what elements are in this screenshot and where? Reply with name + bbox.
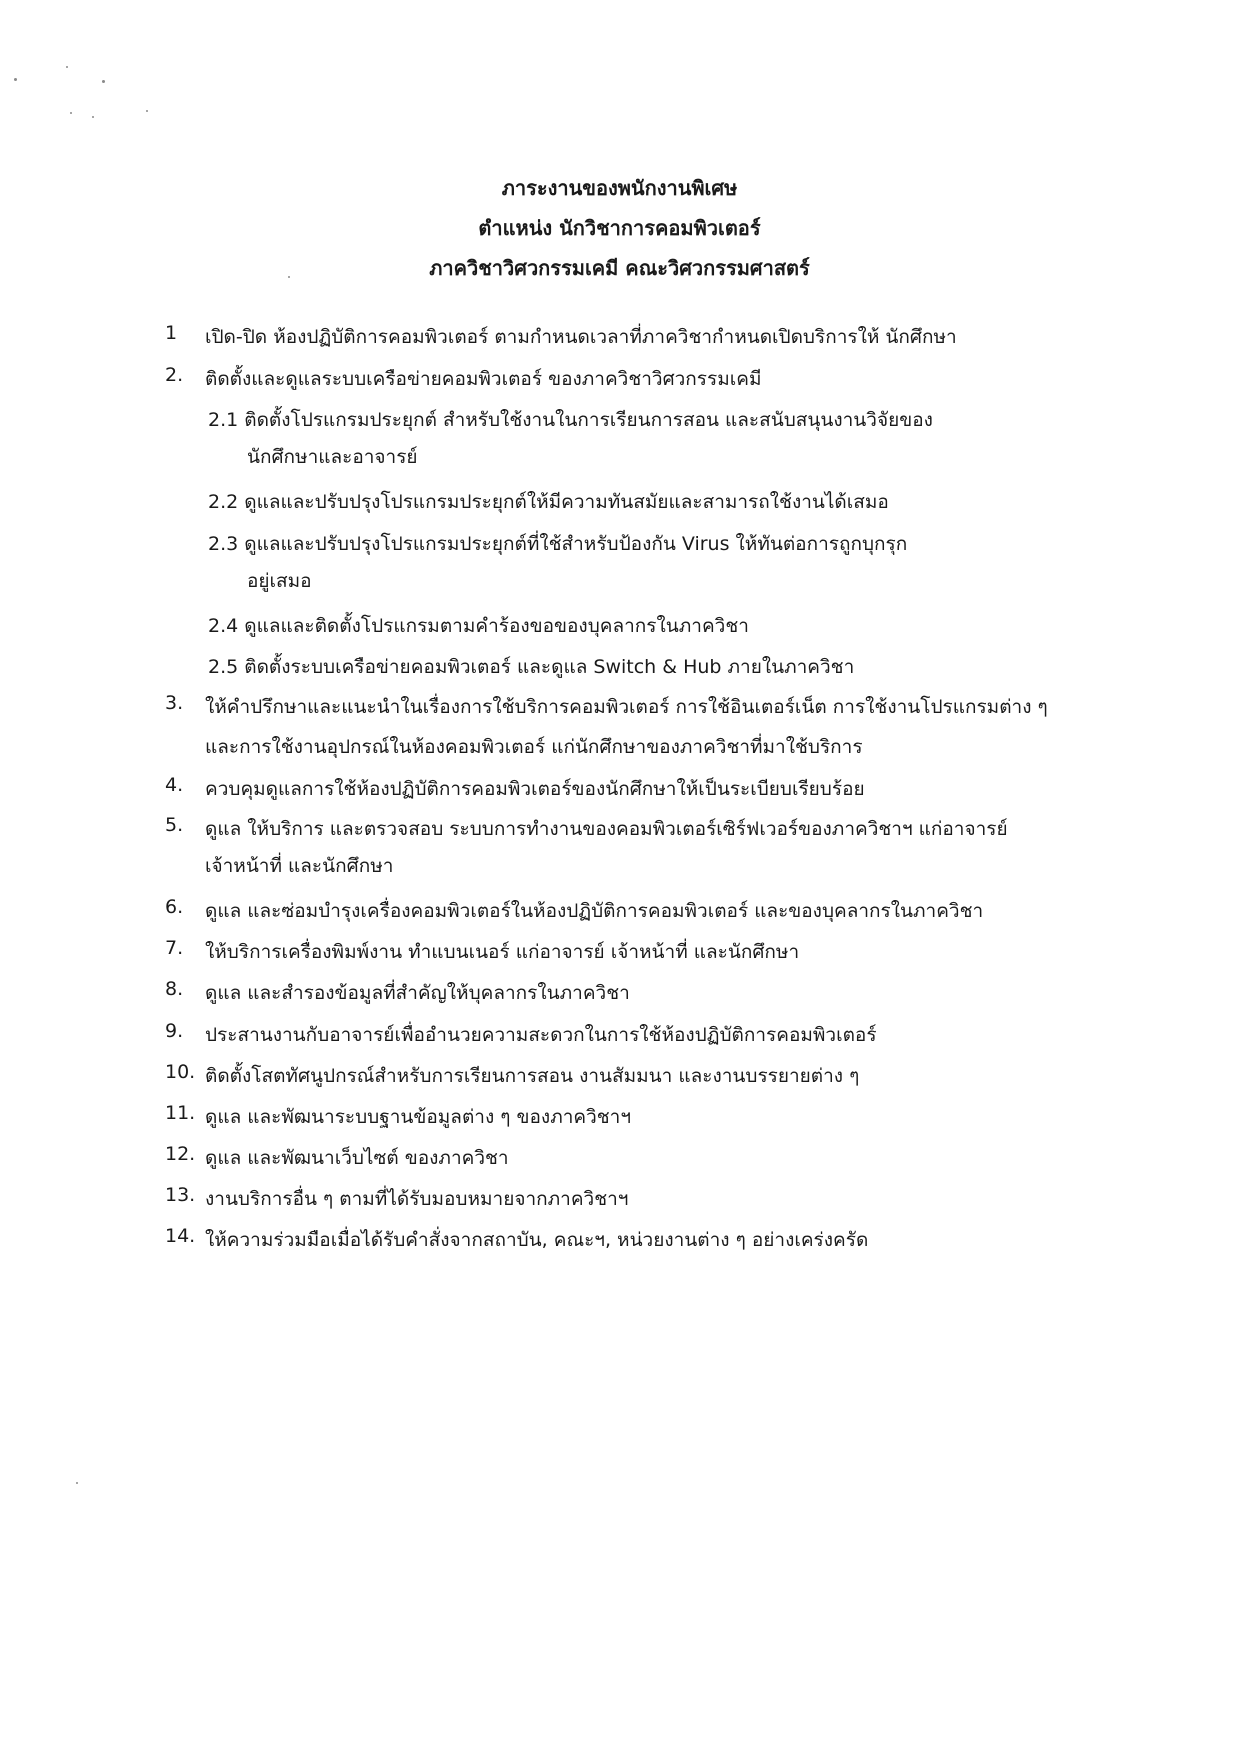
scan-speck (66, 66, 68, 68)
title-line-2: ตำแหน่ง นักวิชาการคอมพิวเตอร์ (478, 216, 761, 240)
item-text: เปิด-ปิด ห้องปฏิบัติการคอมพิวเตอร์ ตามกำหนดเวลาที่ภาควิชากำหนดเปิดบริการให้ นักศึกษา (205, 326, 957, 348)
list-item (165, 611, 1225, 652)
list-item (165, 322, 1225, 364)
item-text: 2.4 ดูแลและติดตั้งโปรแกรมตามคำร้องขอของบุคลากรในภาควิชา (208, 615, 749, 637)
title-line-3: ภาควิชาวิศวกรรมเคมี คณะวิศวกรรมศาสตร์ (429, 256, 810, 280)
item-number: 11. (165, 1102, 196, 1124)
item-text: 2.3 ดูแลและปรับปรุงโปรแกรมประยุกต์ที่ใช้สำหรับป้องกัน Virus ให้ทันต่อการถูกบุกรุก (208, 533, 908, 555)
document-header (0, 168, 1239, 288)
item-text: ดูแล และสำรองข้อมูลที่สำคัญให้บุคลากรในภาควิชา (205, 982, 630, 1004)
item-text: ดูแล และซ่อมบำรุงเครื่องคอมพิวเตอร์ในห้องปฏิบัติการคอมพิวเตอร์ และของบุคลากรในภาควิชา (205, 900, 984, 922)
duties-list (165, 322, 1225, 1266)
item-text: 2.2 ดูแลและปรับปรุงโปรแกรมประยุกต์ให้มีความทันสมัยและสามารถใช้งานได้เสมอ (208, 491, 889, 513)
list-item (165, 1225, 1225, 1266)
item-text: ให้คำปรึกษาและแนะนำในเรื่องการใช้บริการคอมพิวเตอร์ การใช้อินเตอร์เน็ต การใช้งานโปรแกรมต่าง ๆ (205, 696, 1048, 718)
title-line-1: ภาระงานของพนักงานพิเศษ (501, 176, 738, 200)
item-text: ควบคุมดูแลการใช้ห้องปฏิบัติการคอมพิวเตอร์ของนักศึกษาให้เป็นระเบียบเรียบร้อย (205, 778, 865, 800)
item-text: ประสานงานกับอาจารย์เพื่ออำนวยความสะดวกในการใช้ห้องปฏิบัติการคอมพิวเตอร์ (205, 1024, 877, 1046)
item-number: 4. (165, 774, 184, 796)
list-item (165, 732, 1225, 774)
item-number: 6. (165, 896, 184, 918)
item-text: ดูแล และพัฒนาเว็บไซต์ ของภาควิชา (205, 1147, 509, 1169)
item-number: 2. (165, 364, 184, 386)
item-number: 10. (165, 1061, 196, 1083)
scan-speck (102, 80, 105, 83)
list-item (165, 851, 1225, 896)
scan-speck (70, 112, 72, 114)
item-text: 2.5 ติดตั้งระบบเครือข่ายคอมพิวเตอร์ และดูแล Switch & Hub ภายในภาควิชา (208, 656, 855, 678)
list-item (165, 487, 1225, 529)
list-item (165, 1020, 1225, 1061)
item-number: 14. (165, 1225, 196, 1247)
scan-speck (92, 116, 94, 118)
list-item (165, 1143, 1225, 1184)
list-item (165, 1184, 1225, 1225)
item-number: 3. (165, 692, 184, 714)
item-text: งานบริการอื่น ๆ ตามที่ได้รับมอบหมายจากภาควิชาฯ (205, 1188, 629, 1210)
item-text: ดูแล ให้บริการ และตรวจสอบ ระบบการทำงานของคอมพิวเตอร์เซิร์ฟเวอร์ของภาควิชาฯ แก่อาจารย์ (205, 818, 1008, 840)
item-text: และการใช้งานอุปกรณ์ในห้องคอมพิวเตอร์ แก่นักศึกษาของภาควิชาที่มาใช้บริการ (205, 736, 863, 758)
list-item (165, 529, 1225, 566)
item-text: ดูแล และพัฒนาระบบฐานข้อมูลต่าง ๆ ของภาควิชาฯ (205, 1106, 631, 1128)
list-item (165, 364, 1225, 405)
scan-speck (146, 110, 148, 112)
list-item (165, 896, 1225, 937)
list-item (165, 978, 1225, 1020)
item-number: 7. (165, 937, 184, 959)
item-text: 2.1 ติดตั้งโปรแกรมประยุกต์ สำหรับใช้งานในการเรียนการสอน และสนับสนุนงานวิจัยของ (208, 409, 933, 431)
list-item (165, 442, 1225, 487)
item-number: 13. (165, 1184, 196, 1206)
list-item (165, 774, 1225, 814)
item-number: 8. (165, 978, 184, 1000)
item-text: ติดตั้งและดูแลระบบเครือข่ายคอมพิวเตอร์ ของภาควิชาวิศวกรรมเคมี (205, 368, 762, 390)
scan-speck (76, 1482, 78, 1484)
list-item (165, 566, 1225, 611)
item-text: นักศึกษาและอาจารย์ (247, 446, 418, 468)
item-number: 1 (165, 322, 178, 344)
item-number: 12. (165, 1143, 196, 1165)
list-item (165, 1102, 1225, 1143)
scan-speck (14, 78, 17, 81)
list-item (165, 814, 1225, 851)
list-item (165, 937, 1225, 978)
item-text: ติดตั้งโสตทัศนูปกรณ์สำหรับการเรียนการสอน งานสัมมนา และงานบรรยายต่าง ๆ (205, 1065, 860, 1087)
item-text: อยู่เสมอ (247, 570, 312, 592)
item-text: ให้ความร่วมมือเมื่อได้รับคำสั่งจากสถาบัน, คณะฯ, หน่วยงานต่าง ๆ อย่างเคร่งครัด (205, 1229, 869, 1251)
item-number: 9. (165, 1020, 184, 1042)
list-item (165, 405, 1225, 442)
item-text: ให้บริการเครื่องพิมพ์งาน ทำแบนเนอร์ แก่อาจารย์ เจ้าหน้าที่ และนักศึกษา (205, 941, 800, 963)
list-item (165, 1061, 1225, 1102)
list-item (165, 652, 1225, 692)
list-item (165, 692, 1225, 732)
item-text: เจ้าหน้าที่ และนักศึกษา (205, 855, 394, 877)
item-number: 5. (165, 814, 184, 836)
